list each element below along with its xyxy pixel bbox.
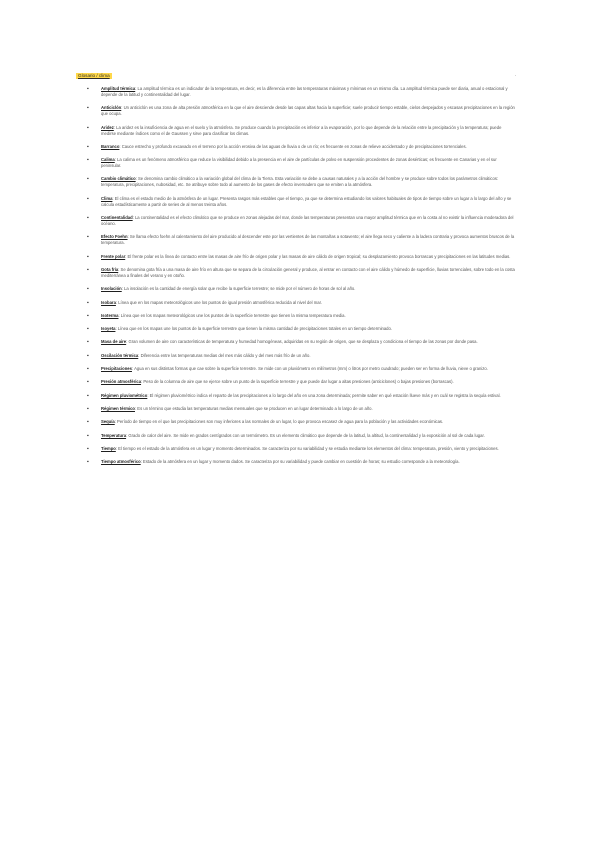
- glossary-term: Régimen térmico: [101, 405, 135, 411]
- bullet-icon: ▪: [87, 405, 89, 412]
- glossary-term: Gota fría: [101, 266, 119, 272]
- bullet-icon: ▪: [87, 176, 89, 183]
- glossary-entry: [87, 105, 517, 117]
- bullet-icon: ▪: [87, 253, 89, 260]
- glossary-definition: : Línea que en los mapas une los puntos de la superficie terrestre que tienen la misma cantidad de precipitaciones totales en un tiempo determinado.: [115, 326, 392, 332]
- glossary-definition: : El clima es el estado medio de la atmósfera de un lugar. Presenta rasgos más estables que el tiempo, ya que se determina estudiando los valores habituales de tipos de tiempo sobre un lugar a lo largo del año y se calcula estadísticamente a partir de series de al menos treinta años.: [101, 195, 512, 207]
- glossary-term: Calima: [101, 157, 115, 163]
- glossary-definition: : La amplitud térmica es un indicador de la temperatura, es decir, es la diferencia entre las temperaturas máximas y mínimas en un mismo día. La amplitud térmica puede ser diaria, anual o estacional y depende de la latitud y continentalidad del lugar.: [101, 86, 508, 97]
- glossary-list: [87, 86, 517, 472]
- glossary-term: Efecto Foehn: [101, 234, 128, 240]
- bullet-icon: ▪: [87, 105, 89, 112]
- glossary-entry: [87, 459, 517, 465]
- bullet-icon: ▪: [87, 352, 89, 359]
- glossary-definition: : Línea que en los mapas meteorológicos une los puntos de la superficie terrestre que tienen la misma temperatura media.: [118, 312, 346, 318]
- glossary-definition: : Es un término que estudia las temperaturas medias mensuales que se producen en un lugar determinado a lo largo de un año.: [134, 405, 373, 411]
- bullet-icon: ▪: [87, 326, 89, 333]
- glossary-definition: : Se denomina gota fría a una masa de aire frío en altura que se separa de la circulación general y produce, al entrar en contacto con el aire cálido y húmedo de superficie, lluvias torrenciales, sobre todo en la costa mediterránea a finales del verano y en otoño.: [101, 266, 515, 278]
- glossary-term: Isoterma: [101, 312, 119, 318]
- bullet-icon: ▪: [87, 215, 89, 222]
- glossary-entry: [87, 157, 517, 169]
- glossary-entry: [87, 196, 517, 208]
- bullet-icon: ▪: [87, 286, 89, 293]
- glossary-definition: : Grado de calor del aire. Se mide en grados centígrados con un termómetro. Es un elemento climático que depende de la latitud, la altitud, la continentalidad y la exposición al sol de cada lugar.: [126, 432, 485, 438]
- glossary-term: Régimen pluviométrico: [101, 392, 148, 398]
- glossary-term: Anticiclón: [101, 105, 122, 111]
- glossary-term: Aridez: [101, 124, 114, 130]
- glossary-definition: : Se llama efecto foehn al calentamiento del aire producido al descender este por las vertientes de las montañas a sotavento; el aire llega seco y caliente a la ladera contraria y provoca aumentos bruscos de la temperatura.: [101, 234, 515, 246]
- bullet-icon: ▪: [87, 419, 89, 426]
- glossary-term: Isobara: [101, 299, 116, 305]
- bullet-icon: ▪: [87, 312, 89, 319]
- bullet-icon: ▪: [87, 379, 89, 386]
- glossary-term: Frente polar: [101, 253, 126, 259]
- glossary-definition: : Agua en sus distintas formas que cae sobre la superficie terrestre. Se mide con un pluviómetro en milímetros (mm) o litros por metro cuadrado; pueden ser en forma de lluvia, nieve o granizo.: [131, 366, 488, 372]
- glossary-entry: [87, 406, 517, 412]
- glossary-entry: [87, 446, 517, 452]
- glossary-term: Amplitud térmica: [101, 86, 136, 91]
- glossary-entry: [87, 326, 517, 332]
- glossary-entry: [87, 393, 517, 399]
- bullet-icon: ▪: [87, 299, 89, 306]
- glossary-term: Continentalidad: [101, 215, 133, 221]
- glossary-entry: [87, 86, 517, 98]
- glossary-entry: [87, 366, 517, 372]
- bullet-icon: ▪: [87, 157, 89, 164]
- bullet-icon: ▪: [87, 432, 89, 439]
- glossary-term: Temperatura: [101, 432, 127, 438]
- glossary-definition: : Diferencia entre las temperaturas medias del mes más cálido y del mes más frío de un año.: [138, 352, 311, 358]
- glossary-entry: [87, 379, 517, 385]
- corner-mark: .: [515, 72, 517, 78]
- section-label: Glosario / clima: [78, 73, 110, 78]
- glossary-definition: : Gran volumen de aire con características de temperatura y humedad homogéneas, adquiridas en su región de origen, que se desplaza y condiciona el tiempo de las zonas por donde pasa.: [126, 339, 478, 345]
- bullet-icon: ▪: [87, 143, 89, 150]
- glossary-definition: : Estado de la atmósfera en un lugar y momento dados. Se caracteriza por su variabilidad y puede cambiar en cuestión de horas; su estudio corresponde a la meteorología.: [140, 459, 460, 465]
- glossary-entry: [87, 234, 517, 246]
- glossary-entry: [87, 313, 517, 319]
- glossary-definition: : Se denomina cambio climático a la variación global del clima de la Tierra. Esta variación se debe a causas naturales y a la acción del hombre y se produce sobre todos los parámetros climáticos: temperatura, precipitaciones, nubosidad, etc. Se atribuye sobre todo al aumento de los gases de efecto invernadero que se emiten a la atmósfera.: [101, 176, 499, 188]
- glossary-term: Tiempo atmosférico: [101, 459, 141, 465]
- glossary-term: Isoyeta: [101, 326, 116, 332]
- glossary-entry: [87, 144, 517, 150]
- glossary-definition: : Un anticiclón es una zona de alta presión atmosférica en la que el aire desciende desde las capas altas hacia la superficie; suele producir tiempo estable, cielos despejados y escasas precipitaciones en la región que ocupa.: [101, 105, 515, 117]
- bullet-icon: ▪: [87, 459, 89, 466]
- bullet-icon: ▪: [87, 445, 89, 452]
- glossary-term: Barranco: [101, 143, 120, 149]
- bullet-icon: ▪: [87, 339, 89, 346]
- glossary-term: Masa de aire: [101, 339, 127, 345]
- glossary-entry: [87, 176, 517, 188]
- glossary-definition: : La continentalidad es el efecto climático que se produce en zonas alejadas del mar, donde las temperaturas presentan una mayor amplitud térmica que en la costa al no existir la influencia moderadora del océano.: [101, 215, 514, 227]
- glossary-entry: [87, 353, 517, 359]
- glossary-entry: [87, 215, 517, 227]
- bullet-icon: ▪: [87, 195, 89, 202]
- glossary-entry: [87, 125, 517, 137]
- bullet-icon: ▪: [87, 124, 89, 131]
- glossary-term: Insolación: [101, 286, 122, 292]
- glossary-term: Oscilación térmica: [101, 352, 139, 358]
- glossary-entry: [87, 254, 517, 260]
- glossary-term: Clima: [101, 195, 113, 201]
- glossary-definition: : La aridez es la insuficiencia de agua en el suelo y la atmósfera. Se produce cuando la precipitación es inferior a la evaporación, por lo que depende de la relación entre la precipitación y la temperatura; puede medirse mediante índices como el de Gaussen y sirve para clasificar los climas.: [101, 124, 502, 136]
- bullet-icon: ▪: [87, 392, 89, 399]
- glossary-definition: : Línea que en los mapas meteorológicos une los puntos de igual presión atmosférica reducida al nivel del mar.: [115, 299, 322, 305]
- glossary-entry: [87, 267, 517, 279]
- glossary-definition: : El tiempo es el estado de la atmósfera en un lugar y momento determinados. Se caracteriza por su variabilidad y se estudia mediante los elementos del clima: temperatura, presión, viento y precipitaciones.: [115, 445, 499, 451]
- glossary-definition: : Período de tiempo en el que las precipitaciones son muy inferiores a las normales de un lugar, lo que provoca escasez de agua para la población y las actividades económicas.: [114, 419, 444, 425]
- glossary-term: Tiempo: [101, 445, 116, 451]
- glossary-entry: [87, 300, 517, 306]
- bullet-icon: ▪: [87, 366, 89, 373]
- glossary-term: Sequía: [101, 419, 115, 425]
- glossary-definition: : El régimen pluviométrico indica el reparto de las precipitaciones a lo largo del año en una zona determinada; permite saber en qué estación llueve más y en cuál se registra la sequía estival.: [147, 392, 501, 398]
- glossary-entry: [87, 286, 517, 292]
- glossary-term: Presión atmosférica: [101, 379, 142, 385]
- glossary-term: Precipitaciones: [101, 366, 132, 372]
- glossary-entry: [87, 419, 517, 425]
- glossary-definition: : La calima es un fenómeno atmosférico que reduce la visibilidad debido a la presencia en el aire de partículas de polvo en suspensión procedentes de zonas desérticas; es frecuente en Canarias y en el sur peninsular.: [101, 157, 497, 169]
- glossary-definition: : La insolación es la cantidad de energía solar que recibe la superficie terrestre; se mide por el número de horas de sol al año.: [121, 286, 356, 292]
- glossary-entry: [87, 339, 517, 345]
- glossary-definition: : Peso de la columna de aire que se ejerce sobre un punto de la superficie terrestre y que puede dar lugar a altas presiones (anticiclones) o bajas presiones (borrascas).: [141, 379, 454, 385]
- glossary-term: Cambio climático: [101, 176, 136, 182]
- glossary-definition: : El frente polar es la línea de contacto entre las masas de aire frío de origen polar y las masas de aire cálido de origen tropical; su desplazamiento provoca borrascas y precipitaciones en las latitudes medias.: [125, 253, 511, 259]
- bullet-icon: ▪: [87, 86, 89, 92]
- bullet-icon: ▪: [87, 234, 89, 241]
- glossary-definition: : Cauce estrecho y profundo excavado en el terreno por la acción erosiva de las aguas de lluvia o de un río; es frecuente en zonas de relieve accidentado y de precipitaciones torrenciales.: [119, 143, 467, 149]
- bullet-icon: ▪: [87, 266, 89, 273]
- glossary-entry: [87, 433, 517, 439]
